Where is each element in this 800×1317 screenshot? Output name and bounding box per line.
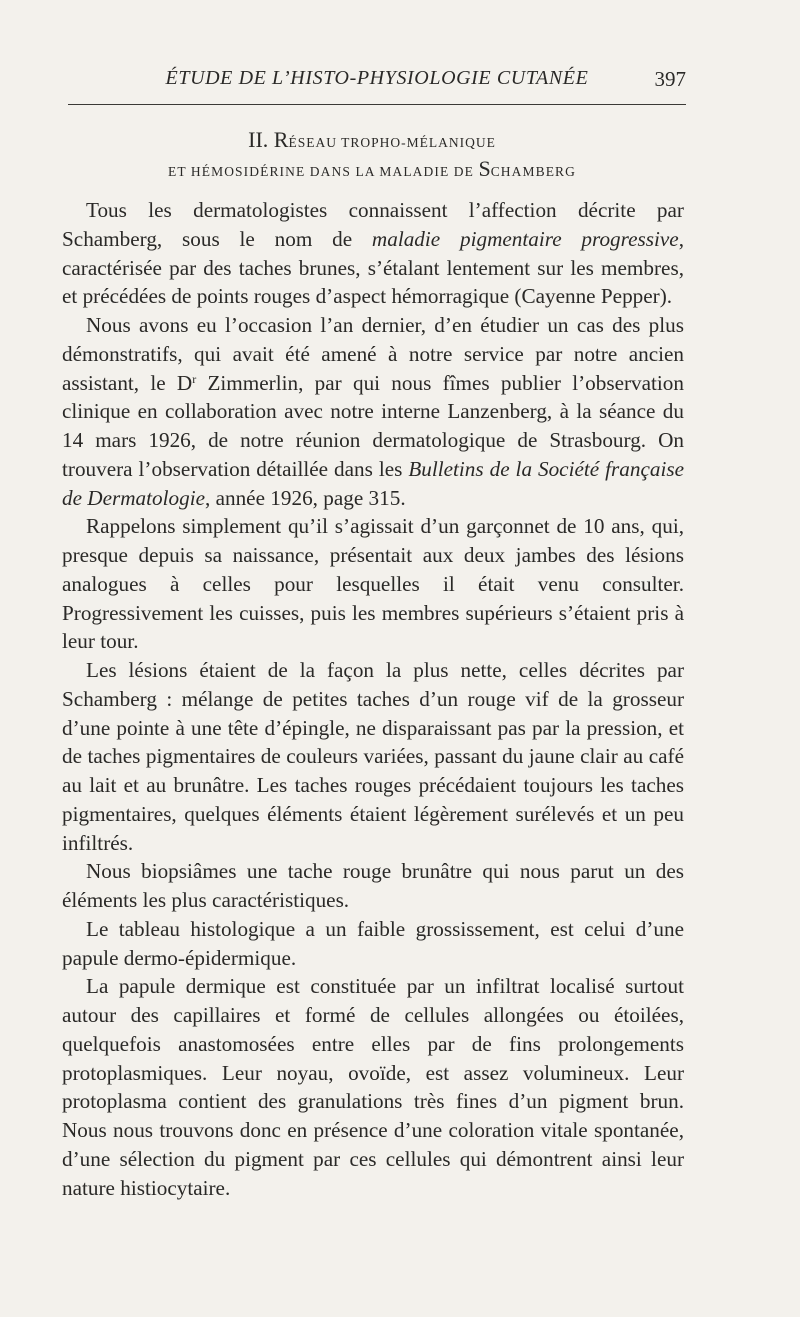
paragraph-5: Nous biopsiâmes une tache rouge brunâtre qui nous parut un des éléments les plus caractéristiques. — [62, 859, 684, 912]
section-heading-line-2 — [62, 157, 682, 184]
paragraph-7: La papule dermique est constituée par un infiltrat localisé surtout autour des capillaires et formé de cellules allongées ou étoilées, quelquefois anastomosées entre elles par de fins prolongements protoplasmiques. Leur noyau, ovoïde, est assez volumineux. Leur protoplasma contient des granulations très fines d’un pigment brun. Nous nous trouvons donc en présence d’une coloration vitale spontanée, d’une sélection du pigment par ces cellules qui démontrent ainsi leur nature histiocytaire. — [62, 974, 684, 1200]
section-heading-line-1 — [62, 126, 682, 157]
running-title: ÉTUDE DE L’HISTO-PHYSIOLOGIE CUTANÉE — [165, 67, 589, 89]
paragraph-3: Rappelons simplement qu’il s’agissait d’un garçonnet de 10 ans, qui, presque depuis sa naissance, présentait aux deux jambes des lésions analogues à celles pour lesquelles il était venu consulter. Progressivement les cuisses, puis les membres supérieurs s’étaient pris à leur tour. — [62, 514, 684, 654]
paragraph-2-superscript: r — [192, 371, 197, 386]
title-line-2-rest: CHAMBERG — [490, 164, 577, 179]
running-header — [68, 64, 686, 94]
paragraph-1 — [62, 196, 684, 311]
section-heading — [62, 126, 682, 184]
header-rule — [68, 104, 686, 105]
title-initial-capital: R — [273, 127, 289, 152]
paragraph-4: Les lésions étaient de la façon la plus nette, celles décrites par Schamberg : mélange de petites taches d’un rouge vif de la grosseur d’une pointe à une tête d’épingle, ne disparaissant pas par la pression, et de taches pigmentaires de couleurs variées, passant du jaune clair au café au lait et au brunâtre. Les taches rouges précédaient toujours les taches pigmentaires, quelques éléments étaient légèrement surélevés et un peu infiltrés. — [62, 658, 684, 855]
paragraph-2-text-c: , année 1926, page 315. — [205, 485, 406, 510]
title-line-2-capital: S — [478, 156, 491, 181]
paragraph-6: Le tableau histologique a un faible grossissement, est celui d’une papule dermo-épidermique. — [62, 916, 684, 970]
paragraph-1-text-a: Tous les dermatologistes connaissent l’affection décrite par Schamberg, sous le nom de — [62, 198, 684, 251]
paragraph-2 — [62, 311, 684, 512]
paragraph-2-text-a: Nous avons eu l’occasion l’an dernier, d’en étudier un cas des plus démonstratifs, qui avait été amené à notre service par notre ancien assistant, le D — [62, 313, 684, 395]
body-text — [62, 196, 684, 1202]
title-line-2-small-caps: ET HÉMOSIDÉRINE DANS LA MALADIE DE — [167, 164, 479, 179]
paragraph-1-italic: maladie pigmentaire progressive — [371, 226, 679, 251]
page-number: 397 — [654, 67, 686, 91]
paragraph-1-text-b: , caractérisée par des taches brunes, s’étalant lentement sur les membres, et précédées de points rouges d’aspect hémorragique (Cayenne Pepper). — [62, 226, 684, 309]
section-number: II. — [248, 127, 269, 152]
paragraph-2-text-b: Zimmerlin, par qui nous fîmes publier l’observation clinique en collaboration avec notre interne Lanzenberg, à la séance du 14 mars 1926, de notre réunion dermatologique de Strasbourg. On trouvera l’observation détaillée dans les — [62, 370, 684, 481]
paragraph-2-italic: Bulletins de la Société française de Dermatologie — [62, 456, 684, 510]
title-line-1-small-caps: ÉSEAU TROPHO-MÉLANIQUE — [288, 135, 496, 150]
